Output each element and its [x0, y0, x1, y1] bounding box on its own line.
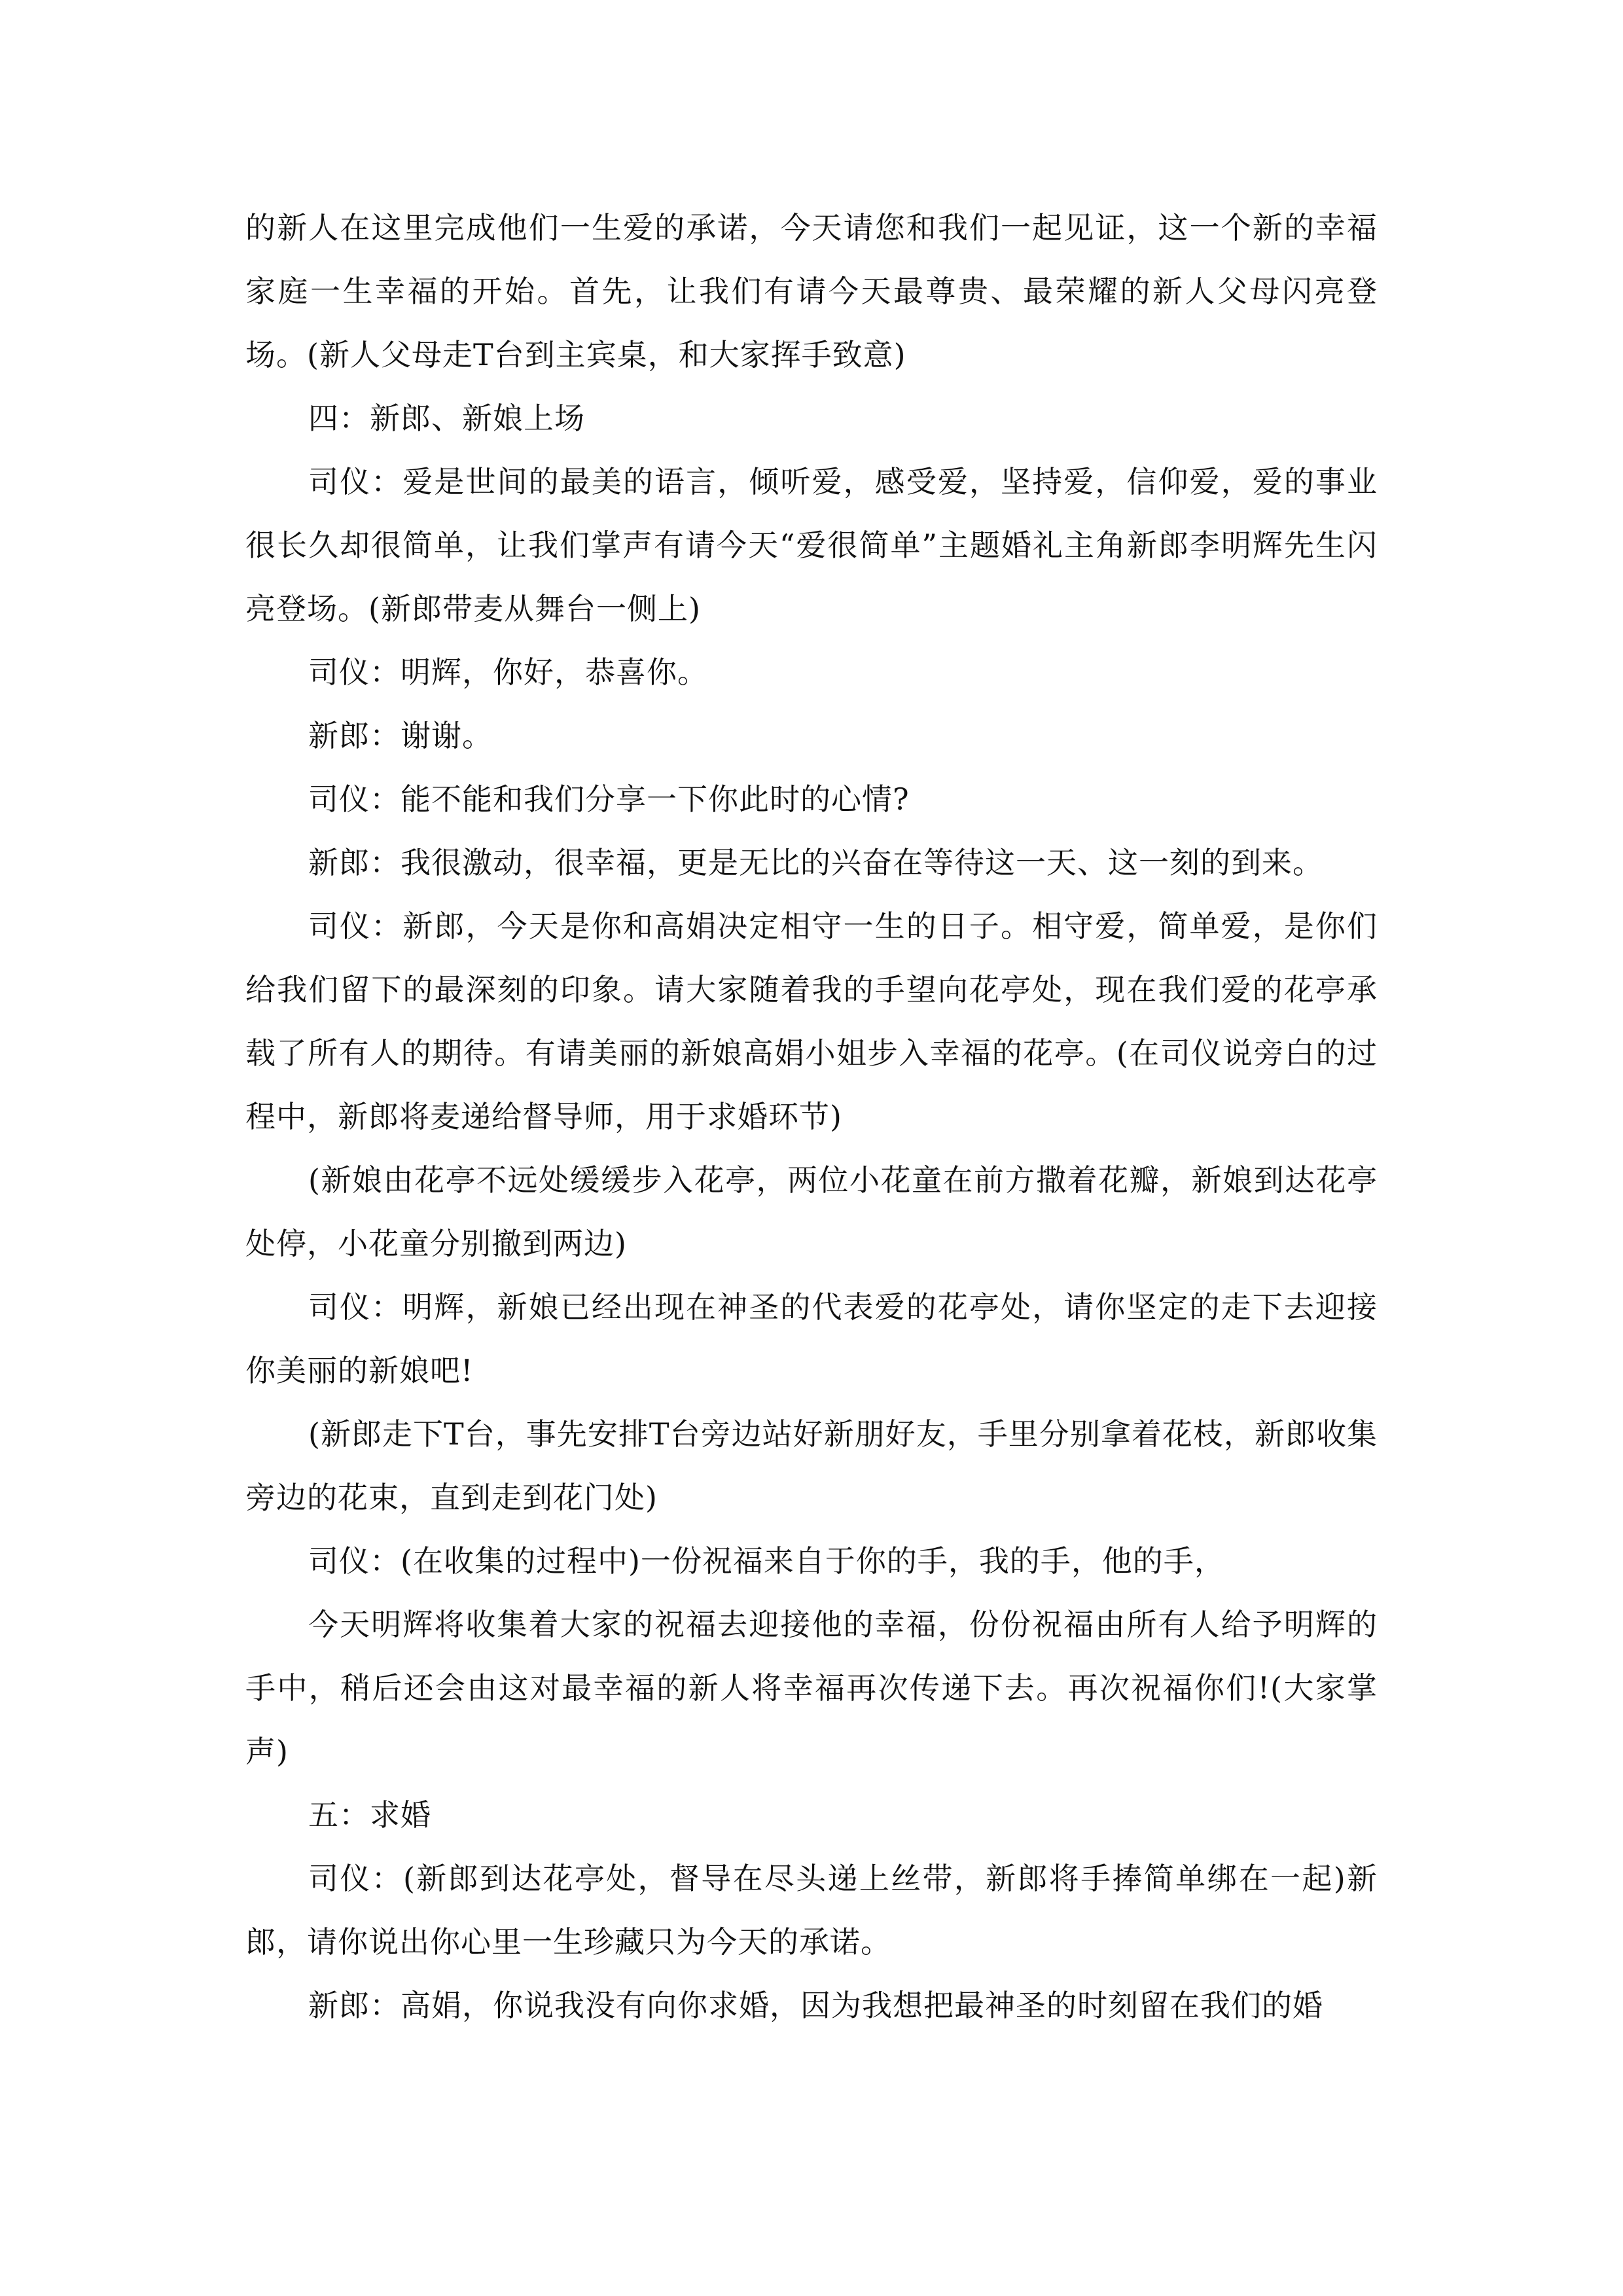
paragraph-groom-proposal: 新郎：高娟，你说我没有向你求婚，因为我想把最神圣的时刻留在我们的婚: [308, 1988, 1323, 2023]
section-heading-proposal: 五：求婚: [308, 1797, 431, 1833]
paragraph-host-blessings: 司仪：(在收集的过程中)一份祝福来自于你的手，我的手，他的手，: [308, 1543, 1225, 1579]
paragraph-groom-thanks: 新郎：谢谢。: [308, 718, 493, 753]
paragraph-stage-direction-bride: (新娘由花亭不远处缓缓步入花亭，两位小花童在前方撒着花瓣，新娘到达花亭处停，小花童分别撤到两边): [245, 1162, 1378, 1261]
paragraph-continuation: 的新人在这里完成他们一生爱的承诺，今天请您和我们一起见证，这一个新的幸福家庭一生幸福的开始。首先，让我们有请今天最尊贵、最荣耀的新人父母闪亮登场。(新人父母走T台到主宾桌，和大家挥手致意): [245, 210, 1378, 372]
paragraph-host-question: 司仪：能不能和我们分享一下你此时的心情?: [308, 781, 910, 817]
paragraph-stage-direction-groom: (新郎走下T台，事先安排T台旁边站好新朋好友，手里分别拿着花枝，新郎收集旁边的花束，直到走到花门处): [245, 1416, 1378, 1515]
paragraph-host-bride-entrance: 司仪：新郎，今天是你和高娟决定相守一生的日子。相守爱，简单爱，是你们给我们留下的最深刻的印象。请大家随着我的手望向花亭处，现在我们爱的花亭承载了所有人的期待。有请美丽的新娘高娟小姐步入幸福的花亭。(在司仪说旁白的过程中，新郎将麦递给督导师，用于求婚环节): [245, 908, 1378, 1134]
paragraph-host-to-groom: 司仪：明辉，新娘已经出现在神圣的代表爱的花亭处，请你坚定的走下去迎接你美丽的新娘吧!: [245, 1289, 1378, 1388]
paragraph-host-greeting: 司仪：明辉，你好，恭喜你。: [308, 655, 708, 690]
section-heading-groom-bride-entrance: 四：新郎、新娘上场: [308, 401, 585, 436]
paragraph-groom-answer: 新郎：我很激动，很幸福，更是无比的兴奋在等待这一天、这一刻的到来。: [308, 845, 1323, 880]
paragraph-host-proposal: 司仪：(新郎到达花亭处，督导在尽头递上丝带，新郎将手捧简单绑在一起)新郎，请你说出你心里一生珍藏只为今天的承诺。: [245, 1861, 1378, 1960]
document-body: [245, 196, 1378, 2037]
paragraph-host-introduces-groom: 司仪：爱是世间的最美的语言，倾听爱，感受爱，坚持爱，信仰爱，爱的事业很长久却很简单，让我们掌声有请今天“爱很简单”主题婚礼主角新郎李明辉先生闪亮登场。(新郎带麦从舞台一侧上): [245, 464, 1378, 626]
paragraph-blessings-continued: 今天明辉将收集着大家的祝福去迎接他的幸福，份份祝福由所有人给予明辉的手中，稍后还会由这对最幸福的新人将幸福再次传递下去。再次祝福你们!(大家掌声): [245, 1607, 1378, 1769]
